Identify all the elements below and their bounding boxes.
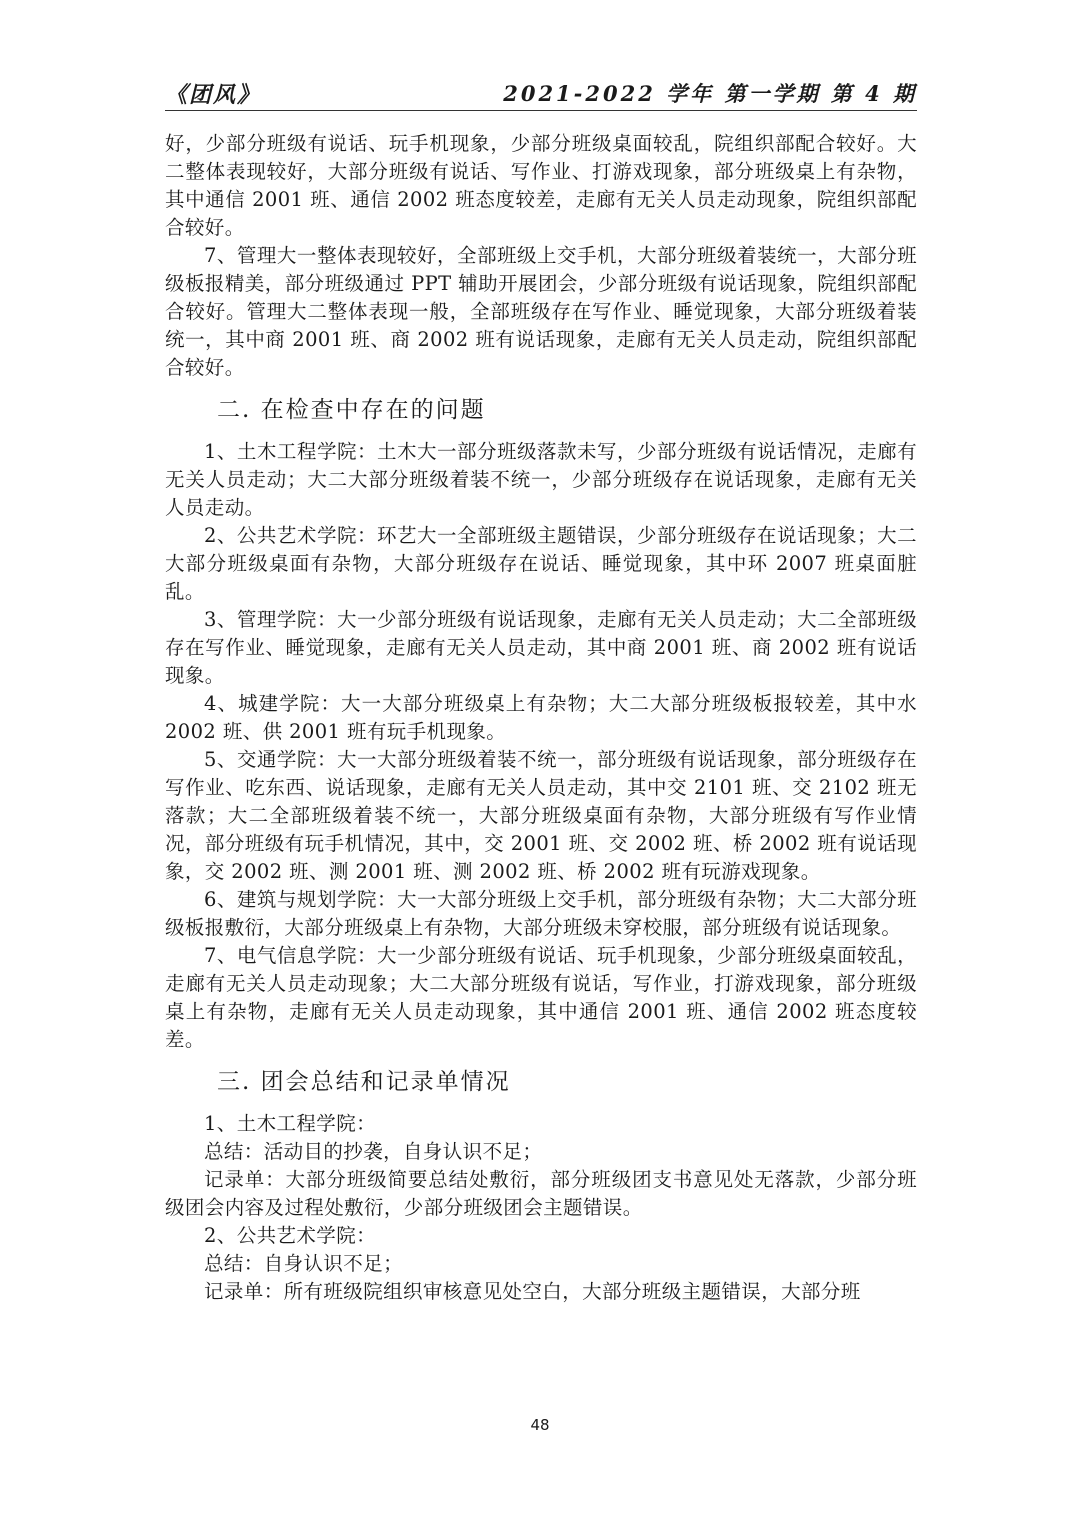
header-divider [165,110,917,111]
page-header [165,78,917,108]
summary-civil-record: 记录单：大部分班级简要总结处敷衍，部分班级团支书意见处无落款，少部分班级团会内容及过程处敷衍，少部分班级团会主题错误。 [165,1168,917,1219]
problem-item-management: 3、管理学院：大一少部分班级有说话现象，走廊有无关人员走动；大二全部班级存在写作业、睡觉现象，走廊有无关人员走动，其中商 2001 班、商 2002 班有说话现象。 [165,608,917,687]
summary-art-conclusion: 总结：自身认识不足； [204,1252,404,1275]
journal-title: 《团风》 [165,82,262,108]
problem-item-art: 2、公共艺术学院：环艺大一全部班级主题错误，少部分班级存在说话现象；大二大部分班级桌面有杂物，大部分班级存在说话、睡觉现象，其中环 2007 班桌面脏乱。 [165,524,917,603]
problem-item-urban: 4、城建学院：大一大部分班级桌上有杂物；大二大部分班级板报较差，其中水 2002 班、供 2001 班有玩手机现象。 [165,692,917,743]
summary-art-record: 记录单：所有班级院组织审核意见处空白，大部分班级主题错误，大部分班 [204,1280,861,1303]
article-body [165,130,917,1306]
summary-college-civil: 1、土木工程学院： [204,1112,377,1135]
summary-civil-conclusion: 总结：活动目的抄袭，自身认识不足； [204,1140,543,1163]
paragraph-item-7-management: 7、管理大一整体表现较好，全部班级上交手机，大部分班级着装统一，大部分班级板报精美，部分班级通过 PPT 辅助开展团会，少部分班级有说话现象，院组织部配合较好。管理大二整体表现一般，全部班级存在写作业、睡觉现象，大部分班级着装统一，其中商 2001 班、商 2002 班有说话现象，走廊有无关人员走动，院组织部配合较好。 [165,244,917,379]
problem-item-transport: 5、交通学院：大一大部分班级着装不统一，部分班级有说话现象，部分班级存在写作业、吃东西、说话现象，走廊有无关人员走动，其中交 2101 班、交 2102 班无落款；大二全部班级着装不统一，大部分班级桌面有杂物，大部分班级有写作业情况，部分班级有玩手机情况，其中，交 2001 班、交 2002 班、桥 2002 班有说话现象，交 2002 班、测 2001 班、测 2002 班、桥 2002 班有玩游戏现象。 [165,748,917,883]
problem-item-electrical: 7、电气信息学院：大一少部分班级有说话、玩手机现象，少部分班级桌面较乱，走廊有无关人员走动现象；大二大部分班级有说话，写作业，打游戏现象，部分班级桌上有杂物，走廊有无关人员走动现象，其中通信 2001 班、通信 2002 班态度较差。 [165,944,917,1051]
section-heading-problems: 二. 在检查中存在的问题 [217,397,486,423]
problem-item-civil: 1、土木工程学院：土木大一部分班级落款未写，少部分班级有说话情况，走廊有无关人员走动；大二大部分班级着装不统一，少部分班级存在说话现象，走廊有无关人员走动。 [165,440,917,519]
section-heading-summary: 三. 团会总结和记录单情况 [217,1069,511,1095]
summary-college-art: 2、公共艺术学院： [204,1224,377,1247]
issue-info: 2021-2022 学年 第一学期 第 4 期 [503,81,917,106]
paragraph-continued: 好，少部分班级有说话、玩手机现象，少部分班级桌面较乱，院组织部配合较好。大二整体表现较好，大部分班级有说话、写作业、打游戏现象，部分班级桌上有杂物，其中通信 2001 班、通信 2002 班态度较差，走廊有无关人员走动现象，院组织部配合较好。 [165,132,917,239]
problem-item-architecture: 6、建筑与规划学院：大一大部分班级上交手机，部分班级有杂物；大二大部分班级板报敷衍，大部分班级桌上有杂物，大部分班级未穿校服，部分班级有说话现象。 [165,888,917,939]
page-number: 48 [530,1416,550,1434]
